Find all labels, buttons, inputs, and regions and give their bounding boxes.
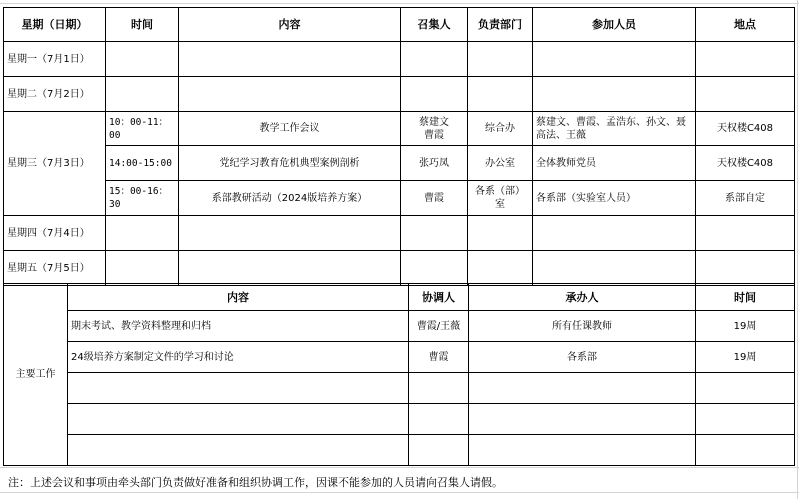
event-location: 系部自定: [696, 181, 795, 216]
header-location: 地点: [696, 8, 795, 42]
event-participants: [533, 112, 696, 146]
thursday-row: [4, 216, 795, 251]
wednesday-event-row: [4, 146, 795, 181]
main-work-table: [3, 283, 795, 466]
monday-row: [4, 42, 795, 77]
main-work-label: 主要工作: [4, 284, 68, 466]
event-location: 天权楼C408: [696, 112, 795, 146]
work-row: [4, 342, 795, 373]
event-content: 系部教研活动（2024版培养方案）: [179, 181, 401, 216]
header-time: 时间: [106, 8, 179, 42]
header-day: 星期（日期）: [4, 8, 106, 42]
footer-note: 注：上述会议和事项由牵头部门负责做好准备和组织协调工作，因课不能参加的人员请向召集人请假。: [8, 476, 503, 489]
event-convener: [401, 112, 468, 146]
event-time: 14:00-15:00: [106, 146, 179, 181]
schedule-header-row: [4, 8, 795, 42]
work-header-row: [4, 284, 795, 311]
event-convener: 张巧凤: [401, 146, 468, 181]
event-participants: 各系部（实验室人员）: [533, 181, 696, 216]
event-content: 教学工作会议: [179, 112, 401, 146]
work-time: 19周: [696, 311, 795, 342]
event-department: 综合办: [468, 112, 533, 146]
event-location: 天权楼C408: [696, 146, 795, 181]
event-participants: 全体教师党员: [533, 146, 696, 181]
work-content: 期末考试、教学资料整理和归档: [68, 311, 409, 342]
day-monday: 星期一（7月1日）: [4, 42, 106, 77]
work-time: 19周: [696, 342, 795, 373]
participants-line: 蔡建文、曹霞、孟浩东、孙文、聂: [536, 116, 686, 128]
header-department: 负责部门: [468, 8, 533, 42]
convener-line: 蔡建文: [419, 116, 449, 128]
work-coordinator: 曹霞/王薇: [409, 311, 469, 342]
event-department: 办公室: [468, 146, 533, 181]
work-row-empty: [4, 404, 795, 435]
event-department: [468, 181, 533, 216]
work-undertaker: 所有任课教师: [469, 311, 696, 342]
work-content: 24级培养方案制定文件的学习和讨论: [68, 342, 409, 373]
department-line: 各系（部）: [475, 186, 525, 197]
day-tuesday: 星期二（7月2日）: [4, 77, 106, 112]
weekly-schedule-table: [3, 7, 795, 286]
participants-line: 高法、王薇: [536, 129, 586, 141]
work-coordinator: 曹霞: [409, 342, 469, 373]
work-header-content: 内容: [68, 284, 409, 311]
event-time: 10：00-11：00: [106, 112, 179, 146]
day-thursday: 星期四（7月4日）: [4, 216, 106, 251]
work-undertaker: 各系部: [469, 342, 696, 373]
tuesday-row: [4, 77, 795, 112]
event-convener: 曹霞: [401, 181, 468, 216]
wednesday-event-row: [4, 112, 795, 146]
event-time: 15：00-16：30: [106, 181, 179, 216]
work-row-empty: [4, 373, 795, 404]
work-header-coordinator: 协调人: [409, 284, 469, 311]
event-content: 党纪学习教育危机典型案例剖析: [179, 146, 401, 181]
work-header-undertaker: 承办人: [469, 284, 696, 311]
friday-row: [4, 251, 795, 286]
header-content: 内容: [179, 8, 401, 42]
convener-line: 曹霞: [424, 129, 444, 141]
header-participants: 参加人员: [533, 8, 696, 42]
work-row-empty: [4, 435, 795, 466]
day-friday: 星期五（7月5日）: [4, 251, 106, 286]
wednesday-event-row: [4, 181, 795, 216]
work-header-time: 时间: [696, 284, 795, 311]
department-line: 室: [495, 199, 505, 210]
day-wednesday: 星期三（7月3日）: [4, 112, 106, 216]
work-row: [4, 311, 795, 342]
header-convener: 召集人: [401, 8, 468, 42]
